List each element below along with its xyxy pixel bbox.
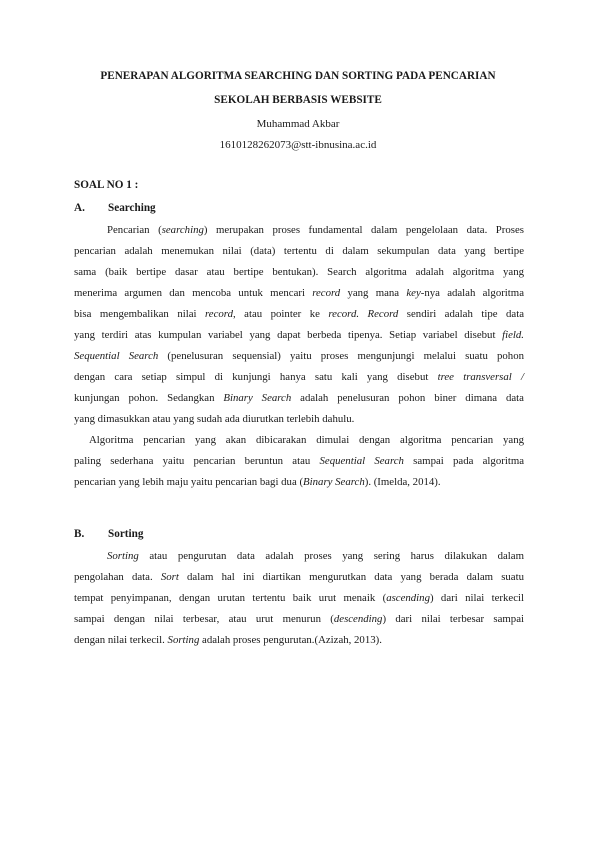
text-run: adalah proses pengurutan.(Azizah, 2013). (199, 634, 382, 646)
paragraph-line (74, 346, 524, 367)
paragraph-line (74, 409, 524, 430)
paragraph-line (74, 588, 524, 609)
text-run: yang terdiri atas kumpulan variabel yang dapat berbeda tipenya. Setiap variabel disebut (74, 329, 503, 341)
text-run: sampai pada algoritma (403, 455, 525, 467)
paragraph-line (74, 430, 524, 451)
text-run: sampai dengan nilai terbesar, atau urut menurun ( (74, 613, 334, 625)
document-title-line2: SEKOLAH BERBASIS WEBSITE (214, 94, 382, 106)
section-b-paragraph-1 (74, 546, 524, 651)
text-run: (penelusuran sequensial) yaitu proses mengunjungi melalui suatu pohon (158, 350, 524, 362)
text-run: pencarian adalah menemukan nilai (data) tertentu di dalam sekumpulan data yang bertipe (74, 245, 524, 257)
text-run: , atau pointer ke (232, 308, 329, 320)
section-b-letter: B. (74, 528, 85, 540)
paragraph-line (74, 262, 524, 283)
text-run: yang mana (340, 287, 407, 299)
italic-text: Sequential Search (74, 350, 159, 362)
section-a-title: Searching (108, 202, 156, 214)
author-email: 1610128262073@stt-ibnusina.ac.id (219, 139, 377, 151)
text-run: ) merupakan proses fundamental dalam pengelolaan data. Proses (203, 224, 524, 236)
paragraph-line (74, 546, 524, 567)
italic-text: record (205, 308, 233, 320)
text-run: bisa mengembalikan nilai (74, 308, 205, 320)
text-run: kunjungan pohon. Sedangkan (74, 392, 224, 404)
section-b-title: Sorting (108, 528, 144, 540)
paragraph-line (74, 451, 524, 472)
italic-text: descending (333, 613, 383, 625)
text-run: adalah penelusuran pohon biner dimana data (291, 392, 524, 404)
italic-text: record (312, 287, 341, 299)
paragraph-line (74, 388, 524, 409)
italic-text: Sort (160, 571, 179, 583)
italic-text: Binary Search (303, 476, 365, 488)
text-run: dengan cara setiap simpul di kunjungi hanya satu kali yang disebut (74, 371, 438, 383)
text-run: ). (Imelda, 2014). (364, 476, 441, 488)
text-run: -nya adalah algoritma (420, 287, 524, 299)
text-run: Algoritma pencarian yang akan dibicarakan dimulai dengan algoritma pencarian yang (89, 434, 524, 446)
paragraph-line (74, 630, 524, 651)
italic-text: ascending (386, 592, 430, 604)
text-run: Pencarian ( (107, 224, 162, 236)
text-run: dengan nilai terkecil. (74, 634, 168, 646)
author-name: Muhammad Akbar (256, 118, 340, 130)
italic-text: tree transversal / (437, 371, 525, 383)
italic-text: key (406, 287, 421, 299)
text-run: sama (baik bertipe dasar atau bertipe bentukan). Search algoritma adalah algoritma yang (74, 266, 524, 278)
italic-text: record. Record (328, 308, 399, 320)
paragraph-line (74, 567, 524, 588)
paragraph-line (74, 304, 524, 325)
italic-text: Sequential Search (319, 455, 404, 467)
text-run: atau pengurutan data adalah proses yang sering harus dilakukan dalam (138, 550, 524, 562)
document-title-line1: PENERAPAN ALGORITMA SEARCHING DAN SORTING PADA PENCARIAN (100, 70, 496, 82)
paragraph-line (74, 325, 524, 346)
text-run: paling sederhana yaitu pencarian beruntun atau (74, 455, 320, 467)
text-run: ) dari nilai terbesar sampai (382, 613, 524, 625)
paragraph-line (74, 609, 524, 630)
section-a-paragraph-2 (74, 430, 524, 493)
italic-text: Binary Search (223, 392, 292, 404)
italic-text: Sorting (107, 550, 139, 562)
text-run: ) dari nilai terkecil (429, 592, 524, 604)
text-run: pengolahan data. (74, 571, 161, 583)
text-run: pencarian yang lebih maju yaitu pencarian bagi dua ( (74, 476, 304, 488)
paragraph-line (74, 472, 524, 493)
section-a-letter: A. (74, 202, 85, 214)
paragraph-line (74, 241, 524, 262)
italic-text: Sorting (167, 634, 200, 646)
italic-text: searching (161, 224, 204, 236)
text-run: dalam hal ini diartikan mengurutkan data yang berada dalam suatu (178, 571, 524, 583)
italic-text: field. (502, 329, 524, 341)
paragraph-line (74, 367, 524, 388)
text-run: sendiri adalah tipe data (398, 308, 524, 320)
paragraph-line (74, 283, 524, 304)
question-heading: SOAL NO 1 : (74, 179, 139, 191)
section-a-paragraph-1 (74, 220, 524, 430)
text-run: yang dimasukkan atau yang sudah ada diurutkan terlebih dahulu. (74, 413, 355, 425)
paragraph-line (74, 220, 524, 241)
text-run: tempat penyimpanan, dengan urutan tertentu baik urut menaik ( (74, 592, 387, 604)
text-run: menerima argumen dan mencoba untuk mencari (74, 287, 313, 299)
